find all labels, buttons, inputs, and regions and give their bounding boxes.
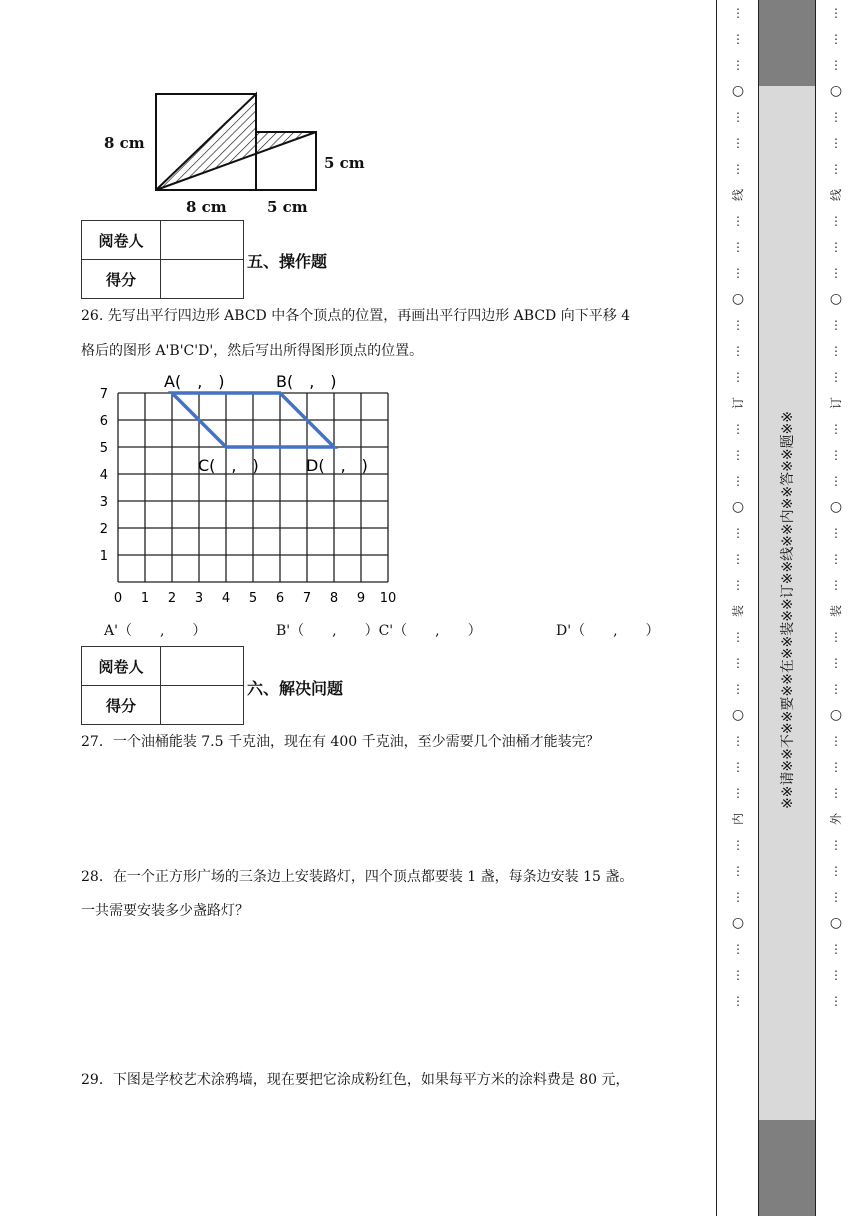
reviewer-blank[interactable] [161, 647, 244, 686]
dotted-line: ⋮ [732, 422, 744, 436]
dotted-line: ⋮ [732, 942, 744, 956]
dotted-line: ⋮ [732, 734, 744, 748]
q28-line1: 28．在一个正方形广场的三条边上安装路灯，四个顶点都要装 1 盏，每条边安装 15 盏。 [81, 869, 634, 885]
dotted-line: ⋮ [732, 344, 744, 358]
dotted-line: ⋮ [732, 162, 744, 176]
dotted-line: ⋮ [732, 552, 744, 566]
dotted-line: ⋮ [732, 968, 744, 982]
dotted-line: ⋮ [830, 58, 842, 72]
label-8cm-left: 8 cm [104, 134, 145, 152]
coordinate-grid [90, 366, 420, 612]
dotted-line: ⋮ [830, 136, 842, 150]
section5-title: 五、操作题 [247, 252, 328, 271]
dotted-line: ⋮ [830, 448, 842, 462]
y-tick-label: 1 [99, 549, 108, 564]
dotted-line: ⋮ [732, 266, 744, 280]
answer-b-c-prime: B'（ , ）C'（ , ） [276, 623, 482, 639]
notice-block-bottom [759, 1120, 815, 1216]
x-tick-label: 5 [248, 591, 258, 606]
binding-char: 装 [731, 605, 745, 618]
y-tick-label: 3 [99, 495, 108, 510]
reviewer-label: 阅卷人 [82, 221, 161, 260]
dotted-line: ⋮ [732, 994, 744, 1008]
dotted-line: ⋮ [830, 656, 842, 670]
dotted-line: ⋮ [732, 32, 744, 46]
score-label: 得分 [82, 260, 161, 299]
binding-char: 订 [731, 397, 745, 410]
y-tick-label: 2 [99, 522, 108, 537]
x-tick-label: 4 [221, 591, 231, 606]
dotted-line: ⋮ [830, 890, 842, 904]
dotted-line: ⋮ [732, 838, 744, 852]
label-5cm-right: 5 cm [324, 154, 365, 172]
section6-title: 六、解决问题 [247, 679, 344, 698]
dotted-line: ⋮ [732, 110, 744, 124]
dotted-line: ⋮ [732, 214, 744, 228]
dotted-line: ⋮ [830, 682, 842, 696]
dotted-line: ⋮ [732, 136, 744, 150]
dotted-line: ⋮ [830, 552, 842, 566]
binding-circle: ○ [829, 915, 843, 931]
binding-circle: ○ [829, 291, 843, 307]
dotted-line: ⋮ [830, 994, 842, 1008]
binding-char: 装 [829, 605, 843, 618]
binding-char: 外 [829, 813, 843, 826]
dotted-line: ⋮ [830, 968, 842, 982]
dotted-line: ⋮ [830, 942, 842, 956]
dotted-line: ⋮ [732, 448, 744, 462]
notice-block-top [759, 0, 815, 86]
binding-circle: ○ [731, 291, 745, 307]
vertex-label-d: D( , ) [306, 456, 368, 475]
dotted-line: ⋮ [732, 760, 744, 774]
dotted-line: ⋮ [830, 266, 842, 280]
label-5cm-bottom: 5 cm [267, 198, 308, 216]
dotted-line: ⋮ [732, 786, 744, 800]
binding-circle: ○ [731, 83, 745, 99]
x-tick-label: 7 [302, 591, 312, 606]
score-table-section5 [81, 220, 244, 299]
dotted-line: ⋮ [732, 656, 744, 670]
dotted-line: ⋮ [732, 474, 744, 488]
binding-circle: ○ [829, 499, 843, 515]
dotted-line: ⋮ [830, 344, 842, 358]
dotted-line: ⋮ [830, 578, 842, 592]
dotted-line: ⋮ [830, 864, 842, 878]
q28-line2: 一共需要安装多少盏路灯？ [81, 903, 249, 919]
score-table-section6 [81, 646, 244, 725]
x-tick-label: 1 [140, 591, 150, 606]
dotted-line: ⋮ [830, 422, 842, 436]
y-tick-label: 4 [99, 468, 108, 483]
dotted-line: ⋮ [830, 6, 842, 20]
binding-circle: ○ [731, 915, 745, 931]
q29-text: 29．下图是学校艺术涂鸦墙，现在要把它涂成粉红色，如果每平方米的涂料费是 80 元， [81, 1072, 630, 1088]
dotted-line: ⋮ [732, 890, 744, 904]
y-tick-label: 6 [99, 414, 108, 429]
y-tick-label: 5 [99, 441, 108, 456]
dotted-line: ⋮ [830, 838, 842, 852]
q26-line1: 26. 先写出平行四边形 ABCD 中各个顶点的位置，再画出平行四边形 ABCD 向下平移 4 [81, 308, 631, 324]
binding-circle: ○ [829, 707, 843, 723]
x-tick-label: 9 [356, 591, 366, 606]
dotted-line: ⋮ [732, 318, 744, 332]
figure-squares [100, 88, 380, 218]
answer-d-prime: D'（ , ） [556, 623, 660, 639]
reviewer-blank[interactable] [161, 221, 244, 260]
score-blank[interactable] [161, 260, 244, 299]
dotted-line: ⋮ [830, 760, 842, 774]
x-tick-label: 8 [329, 591, 339, 606]
dotted-line: ⋮ [830, 240, 842, 254]
x-tick-label: 3 [194, 591, 204, 606]
binding-circle: ○ [731, 707, 745, 723]
y-tick-label: 7 [99, 387, 108, 402]
dotted-line: ⋮ [732, 864, 744, 878]
dotted-line: ⋮ [830, 526, 842, 540]
x-tick-label: 10 [379, 591, 397, 606]
vertex-label-c: C( , ) [198, 456, 259, 475]
binding-char: 线 [731, 189, 745, 202]
vertex-label-b: B( , ) [276, 372, 337, 391]
dotted-line: ⋮ [732, 370, 744, 384]
dotted-line: ⋮ [830, 474, 842, 488]
dotted-line: ⋮ [830, 214, 842, 228]
dotted-line: ⋮ [732, 578, 744, 592]
reviewer-label: 阅卷人 [82, 647, 161, 686]
inner-binding-column [718, 0, 758, 1216]
binding-circle: ○ [829, 83, 843, 99]
binding-circle: ○ [731, 499, 745, 515]
notice-band [758, 0, 816, 1216]
q26-line2: 格后的图形 A'B'C'D'，然后写出所得图形顶点的位置。 [81, 343, 424, 359]
dotted-line: ⋮ [830, 162, 842, 176]
dotted-line: ⋮ [830, 318, 842, 332]
dotted-line: ⋮ [732, 6, 744, 20]
dotted-line: ⋮ [830, 786, 842, 800]
score-blank[interactable] [161, 686, 244, 725]
q27-text: 27．一个油桶能装 7.5 千克油，现在有 400 千克油，至少需要几个油桶才能装完？ [81, 734, 600, 750]
notice-text: ※※请※※不※※要※※在※※装※※订※※线※※内※※答※※题※※ [780, 410, 796, 810]
dotted-line: ⋮ [732, 58, 744, 72]
x-tick-label: 0 [113, 591, 123, 606]
dotted-line: ⋮ [830, 110, 842, 124]
dotted-line: ⋮ [732, 526, 744, 540]
dotted-line: ⋮ [830, 32, 842, 46]
score-label: 得分 [82, 686, 161, 725]
binding-char: 订 [829, 397, 843, 410]
answer-a-prime: A'（ , ） [104, 623, 207, 639]
vertex-label-a: A( , ) [164, 372, 225, 391]
dotted-line: ⋮ [732, 630, 744, 644]
dotted-line: ⋮ [830, 734, 842, 748]
binding-margin [716, 0, 860, 1216]
x-tick-label: 6 [275, 591, 285, 606]
x-tick-label: 2 [167, 591, 177, 606]
dotted-line: ⋮ [732, 240, 744, 254]
sidebar-border-left [716, 0, 717, 1216]
binding-char: 内 [731, 813, 745, 826]
dotted-line: ⋮ [830, 630, 842, 644]
binding-char: 线 [829, 189, 843, 202]
outer-binding-column [816, 0, 856, 1216]
dotted-line: ⋮ [732, 682, 744, 696]
label-8cm-bottom: 8 cm [186, 198, 227, 216]
dotted-line: ⋮ [830, 370, 842, 384]
